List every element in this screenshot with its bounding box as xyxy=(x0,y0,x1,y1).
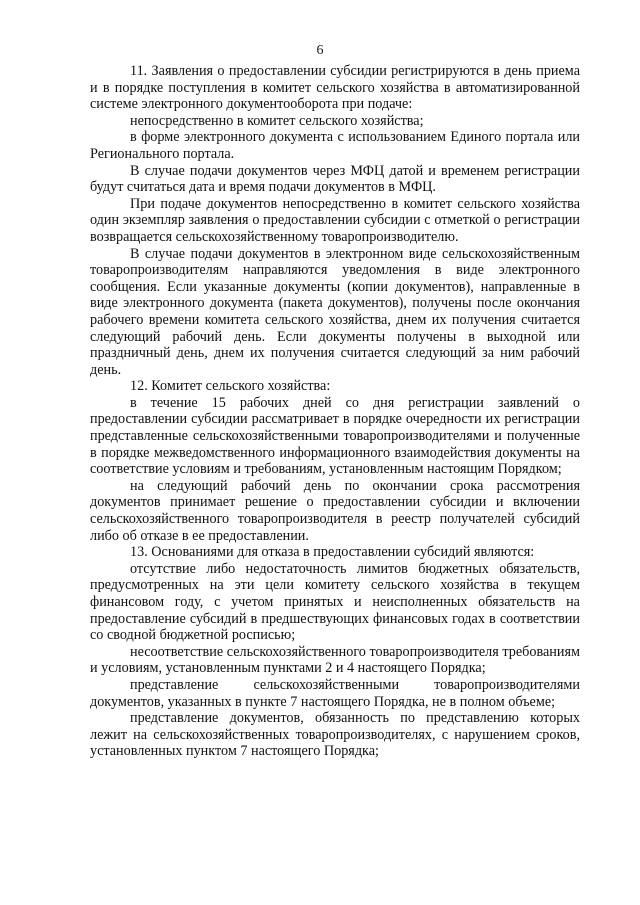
paragraph-refusal-limits: отсутствие либо недостаточность лимитов бюджетных обязательств, предусмотренных на эти цели комитету сельского хозяйства в текущем финансовом году, с учетом принятых и неисполненных обязательств на предоставление субсидий в предшествующих финансовых годах в соответствии со сводной бюджетной росписью; xyxy=(90,560,580,644)
paragraph-13-heading: 13. Основаниями для отказа в предоставлении субсидий являются: xyxy=(130,544,535,561)
page-number: 6 xyxy=(316,43,324,58)
paragraph-direct-copy-return: При подаче документов непосредственно в комитет сельского хозяйства один экземпляр заявления о предоставлении субсидии с отметкой о регистрации возвращается сельскохозяйственному товаропроизводителю. xyxy=(90,195,580,245)
document-body xyxy=(90,63,580,760)
paragraph-electronic-notification: В случае подачи документов в электронном виде сельскохозяйственным товаропроизводителям направляются уведомления в виде электронного сообщения. Если указанные документы (копии документов), направленные в виде электронного документа (пакета документов), получены после окончания рабочего времени комитета сельского хозяйства, днем их получения считается следующий рабочий день. Если документы получены в выходной или праздничный день, днем их получения считается следующий за ним рабочий день. xyxy=(90,245,580,378)
paragraph-direct-submission: непосредственно в комитет сельского хозяйства; xyxy=(130,112,424,129)
paragraph-refusal-deadline: представление документов, обязанность по представлению которых лежит на сельскохозяйственных товаропроизводителях, с нарушением сроков, установленных пунктом 7 настоящего Порядка; xyxy=(90,710,580,760)
paragraph-mfc-submission: В случае подачи документов через МФЦ датой и временем регистрации будут считаться дата и время подачи документов в МФЦ. xyxy=(90,162,580,196)
paragraph-11-intro: 11. Заявления о предоставлении субсидии регистрируются в день приема и в порядке поступления в комитет сельского хозяйства в автоматизированной системе электронного документооборота при подаче: xyxy=(90,63,580,113)
paragraph-electronic-submission: в форме электронного документа с использованием Единого портала или Регионального портала. xyxy=(90,129,580,162)
paragraph-refusal-incomplete: представление сельскохозяйственными товаропроизводителями документов, указанных в пункте 7 настоящего Порядка, не в полном объеме; xyxy=(90,676,580,710)
paragraph-12-heading: 12. Комитет сельского хозяйства: xyxy=(130,378,331,395)
paragraph-decision: на следующий рабочий день по окончании срока рассмотрения документов принимает решение о предоставлении субсидии и включении сельскохозяйственного товаропроизводителя в реестр получателей субсидий либо об отказе в ее предоставлении. xyxy=(90,477,580,544)
paragraph-review-period: в течение 15 рабочих дней со дня регистрации заявлений о предоставлении субсидии рассматривает в порядке очередности их регистрации представленные сельскохозяйственными товаропроизводителями и полученные в порядке межведомственного информационного взаимодействия документы на соответствие условиям и требованиям, установленным настоящим Порядком; xyxy=(90,394,580,478)
paragraph-refusal-requirements: несоответствие сельскохозяйственного товаропроизводителя требованиям и условиям, установленным пунктами 2 и 4 настоящего Порядка; xyxy=(90,643,580,677)
